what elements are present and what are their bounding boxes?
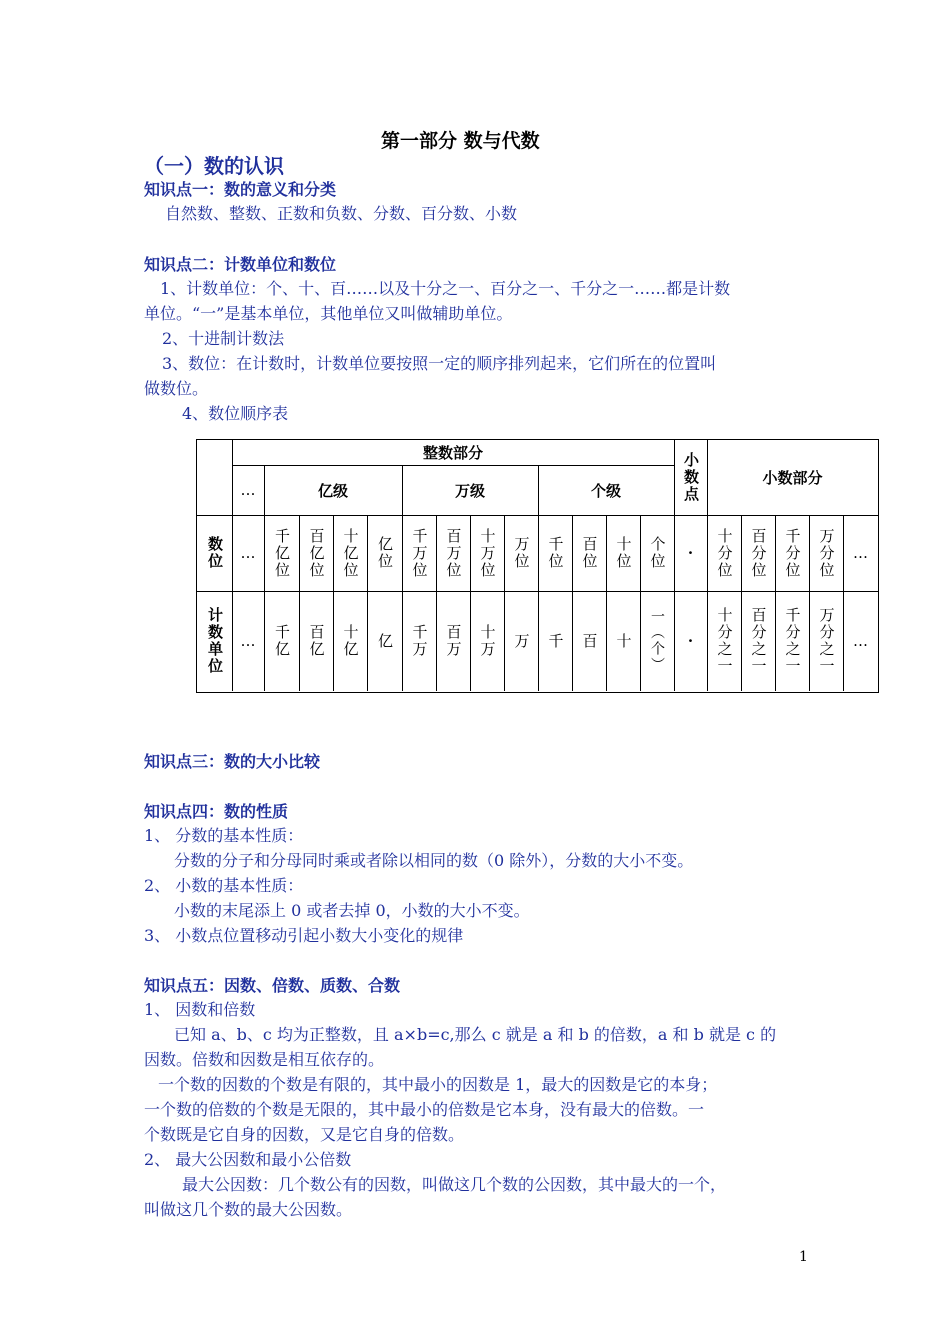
kp4-heading: 知识点四：数的性质 bbox=[144, 802, 289, 821]
kp2-heading: 知识点二：计数单位和数位 bbox=[144, 255, 337, 274]
ellipsis-cell: … bbox=[240, 544, 256, 562]
page-number: 1 bbox=[799, 1249, 808, 1265]
unit-cell: 万 bbox=[512, 632, 531, 650]
digit-cell: 个位 bbox=[648, 536, 667, 570]
place-value-table bbox=[196, 439, 879, 693]
yi-level-header: 亿级 bbox=[317, 481, 348, 500]
kp5-c2: 叫做这几个数的最大公因数。 bbox=[144, 1200, 353, 1219]
integer-part-header: 整数部分 bbox=[422, 444, 483, 462]
digit-cell: 万位 bbox=[512, 536, 531, 570]
row-label-unit: 计数单位 bbox=[206, 607, 224, 675]
kp5-a2: 因数。倍数和因数是相互依存的。 bbox=[144, 1050, 385, 1069]
digit-cell: 千位 bbox=[546, 536, 565, 570]
digit-cell: 十位 bbox=[614, 536, 633, 570]
kp2-p2: 2、十进制计数法 bbox=[162, 329, 285, 348]
unit-cell: 百亿 bbox=[307, 624, 326, 658]
digit-cell: 十万位 bbox=[478, 527, 497, 579]
digit-cell: 千万位 bbox=[410, 527, 429, 579]
dec-digit-cell: 千分位 bbox=[783, 527, 802, 579]
digit-cell: 十亿位 bbox=[341, 527, 360, 579]
kp2-p4: 4、数位顺序表 bbox=[182, 404, 289, 423]
kp1-text: 自然数、整数、正数和负数、分数、百分数、小数 bbox=[165, 204, 518, 223]
ellipsis-cell: … bbox=[853, 632, 868, 650]
kp5-item1: 1、 因数和倍数 bbox=[144, 1000, 256, 1019]
kp5-item2: 2、 最大公因数和最小公倍数 bbox=[144, 1150, 352, 1169]
kp4-item2: 2、 小数的基本性质： bbox=[144, 876, 304, 895]
kp2-p3a: 3、数位：在计数时，计数单位要按照一定的顺序排列起来，它们所在的位置叫 bbox=[162, 354, 717, 373]
decimal-dot: · bbox=[687, 632, 694, 650]
kp5-b1: 一个数的因数的个数是有限的，其中最小的因数是 1，最大的因数是它的本身； bbox=[158, 1075, 718, 1094]
kp4-item1-text: 分数的分子和分母同时乘或者除以相同的数（0 除外），分数的大小不变。 bbox=[174, 851, 694, 870]
kp5-c1: 最大公因数：几个数公有的因数，叫做这几个数的公因数，其中最大的一个， bbox=[182, 1175, 727, 1194]
ellipsis-cell: … bbox=[240, 632, 256, 650]
unit-cell: 百万 bbox=[444, 624, 463, 658]
dec-unit-cell: 万分之一 bbox=[817, 607, 836, 675]
kp5-heading: 知识点五：因数、倍数、质数、合数 bbox=[144, 976, 401, 995]
kp5-b3: 个数既是它自身的因数，又是它自身的倍数。 bbox=[144, 1125, 465, 1144]
ge-level-header: 个级 bbox=[590, 481, 621, 500]
unit-cell: 十万 bbox=[478, 624, 497, 658]
dec-unit-cell: 十分之一 bbox=[715, 607, 734, 675]
dec-unit-cell: 千分之一 bbox=[783, 607, 802, 675]
decimal-point-header: 小数点 bbox=[682, 452, 700, 503]
page-title: 第一部分 数与代数 bbox=[381, 130, 540, 152]
dec-digit-cell: 十分位 bbox=[715, 527, 734, 579]
kp5-a1: 已知 a、b、c 均为正整数，且 a×b=c,那么 c 就是 a 和 b 的倍数，a 和 b 就是 c 的 bbox=[174, 1025, 777, 1044]
kp4-item2-text: 小数的末尾添上 0 或者去掉 0，小数的大小不变。 bbox=[174, 901, 530, 920]
digit-cell: 千亿位 bbox=[273, 527, 291, 579]
unit-cell: 百 bbox=[580, 632, 599, 650]
ellipsis-cell: … bbox=[240, 481, 256, 499]
kp2-p1a: 1、计数单位：个、十、百……以及十分之一、百分之一、千分之一……都是计数 bbox=[160, 279, 731, 298]
unit-cell: 千 bbox=[546, 632, 565, 650]
unit-cell: 千亿 bbox=[273, 624, 291, 658]
wan-level-header: 万级 bbox=[454, 481, 485, 500]
section-heading: （一）数的认识 bbox=[144, 154, 284, 178]
unit-cell: 十亿 bbox=[341, 624, 360, 658]
digit-cell: 百万位 bbox=[444, 527, 463, 579]
digit-cell: 百亿位 bbox=[307, 527, 326, 579]
kp1-heading: 知识点一：数的意义和分类 bbox=[144, 180, 337, 199]
unit-cell: 亿 bbox=[376, 632, 394, 650]
digit-cell: 百位 bbox=[580, 536, 599, 570]
unit-cell: 一（个） bbox=[649, 609, 665, 673]
dec-digit-cell: 万分位 bbox=[817, 527, 836, 579]
kp2-p3b: 做数位。 bbox=[144, 379, 209, 398]
kp2-p1b: 单位。“一”是基本单位，其他单位又叫做辅助单位。 bbox=[144, 304, 513, 323]
kp4-item1: 1、 分数的基本性质： bbox=[144, 826, 304, 845]
kp3-heading: 知识点三：数的大小比较 bbox=[144, 752, 321, 771]
digit-cell: 亿位 bbox=[376, 536, 394, 570]
ellipsis-cell: … bbox=[853, 544, 868, 562]
unit-cell: 千万 bbox=[410, 624, 429, 658]
row-label-digit: 数位 bbox=[206, 536, 224, 570]
decimal-part-header: 小数部分 bbox=[762, 469, 823, 487]
kp4-item3: 3、 小数点位置移动引起小数大小变化的规律 bbox=[144, 926, 464, 945]
unit-cell: 十 bbox=[614, 632, 633, 650]
dec-digit-cell: 百分位 bbox=[749, 527, 768, 579]
dec-unit-cell: 百分之一 bbox=[749, 607, 768, 675]
decimal-dot: · bbox=[687, 544, 694, 562]
kp5-b2: 一个数的倍数的个数是无限的，其中最小的倍数是它本身，没有最大的倍数。一 bbox=[144, 1100, 705, 1119]
